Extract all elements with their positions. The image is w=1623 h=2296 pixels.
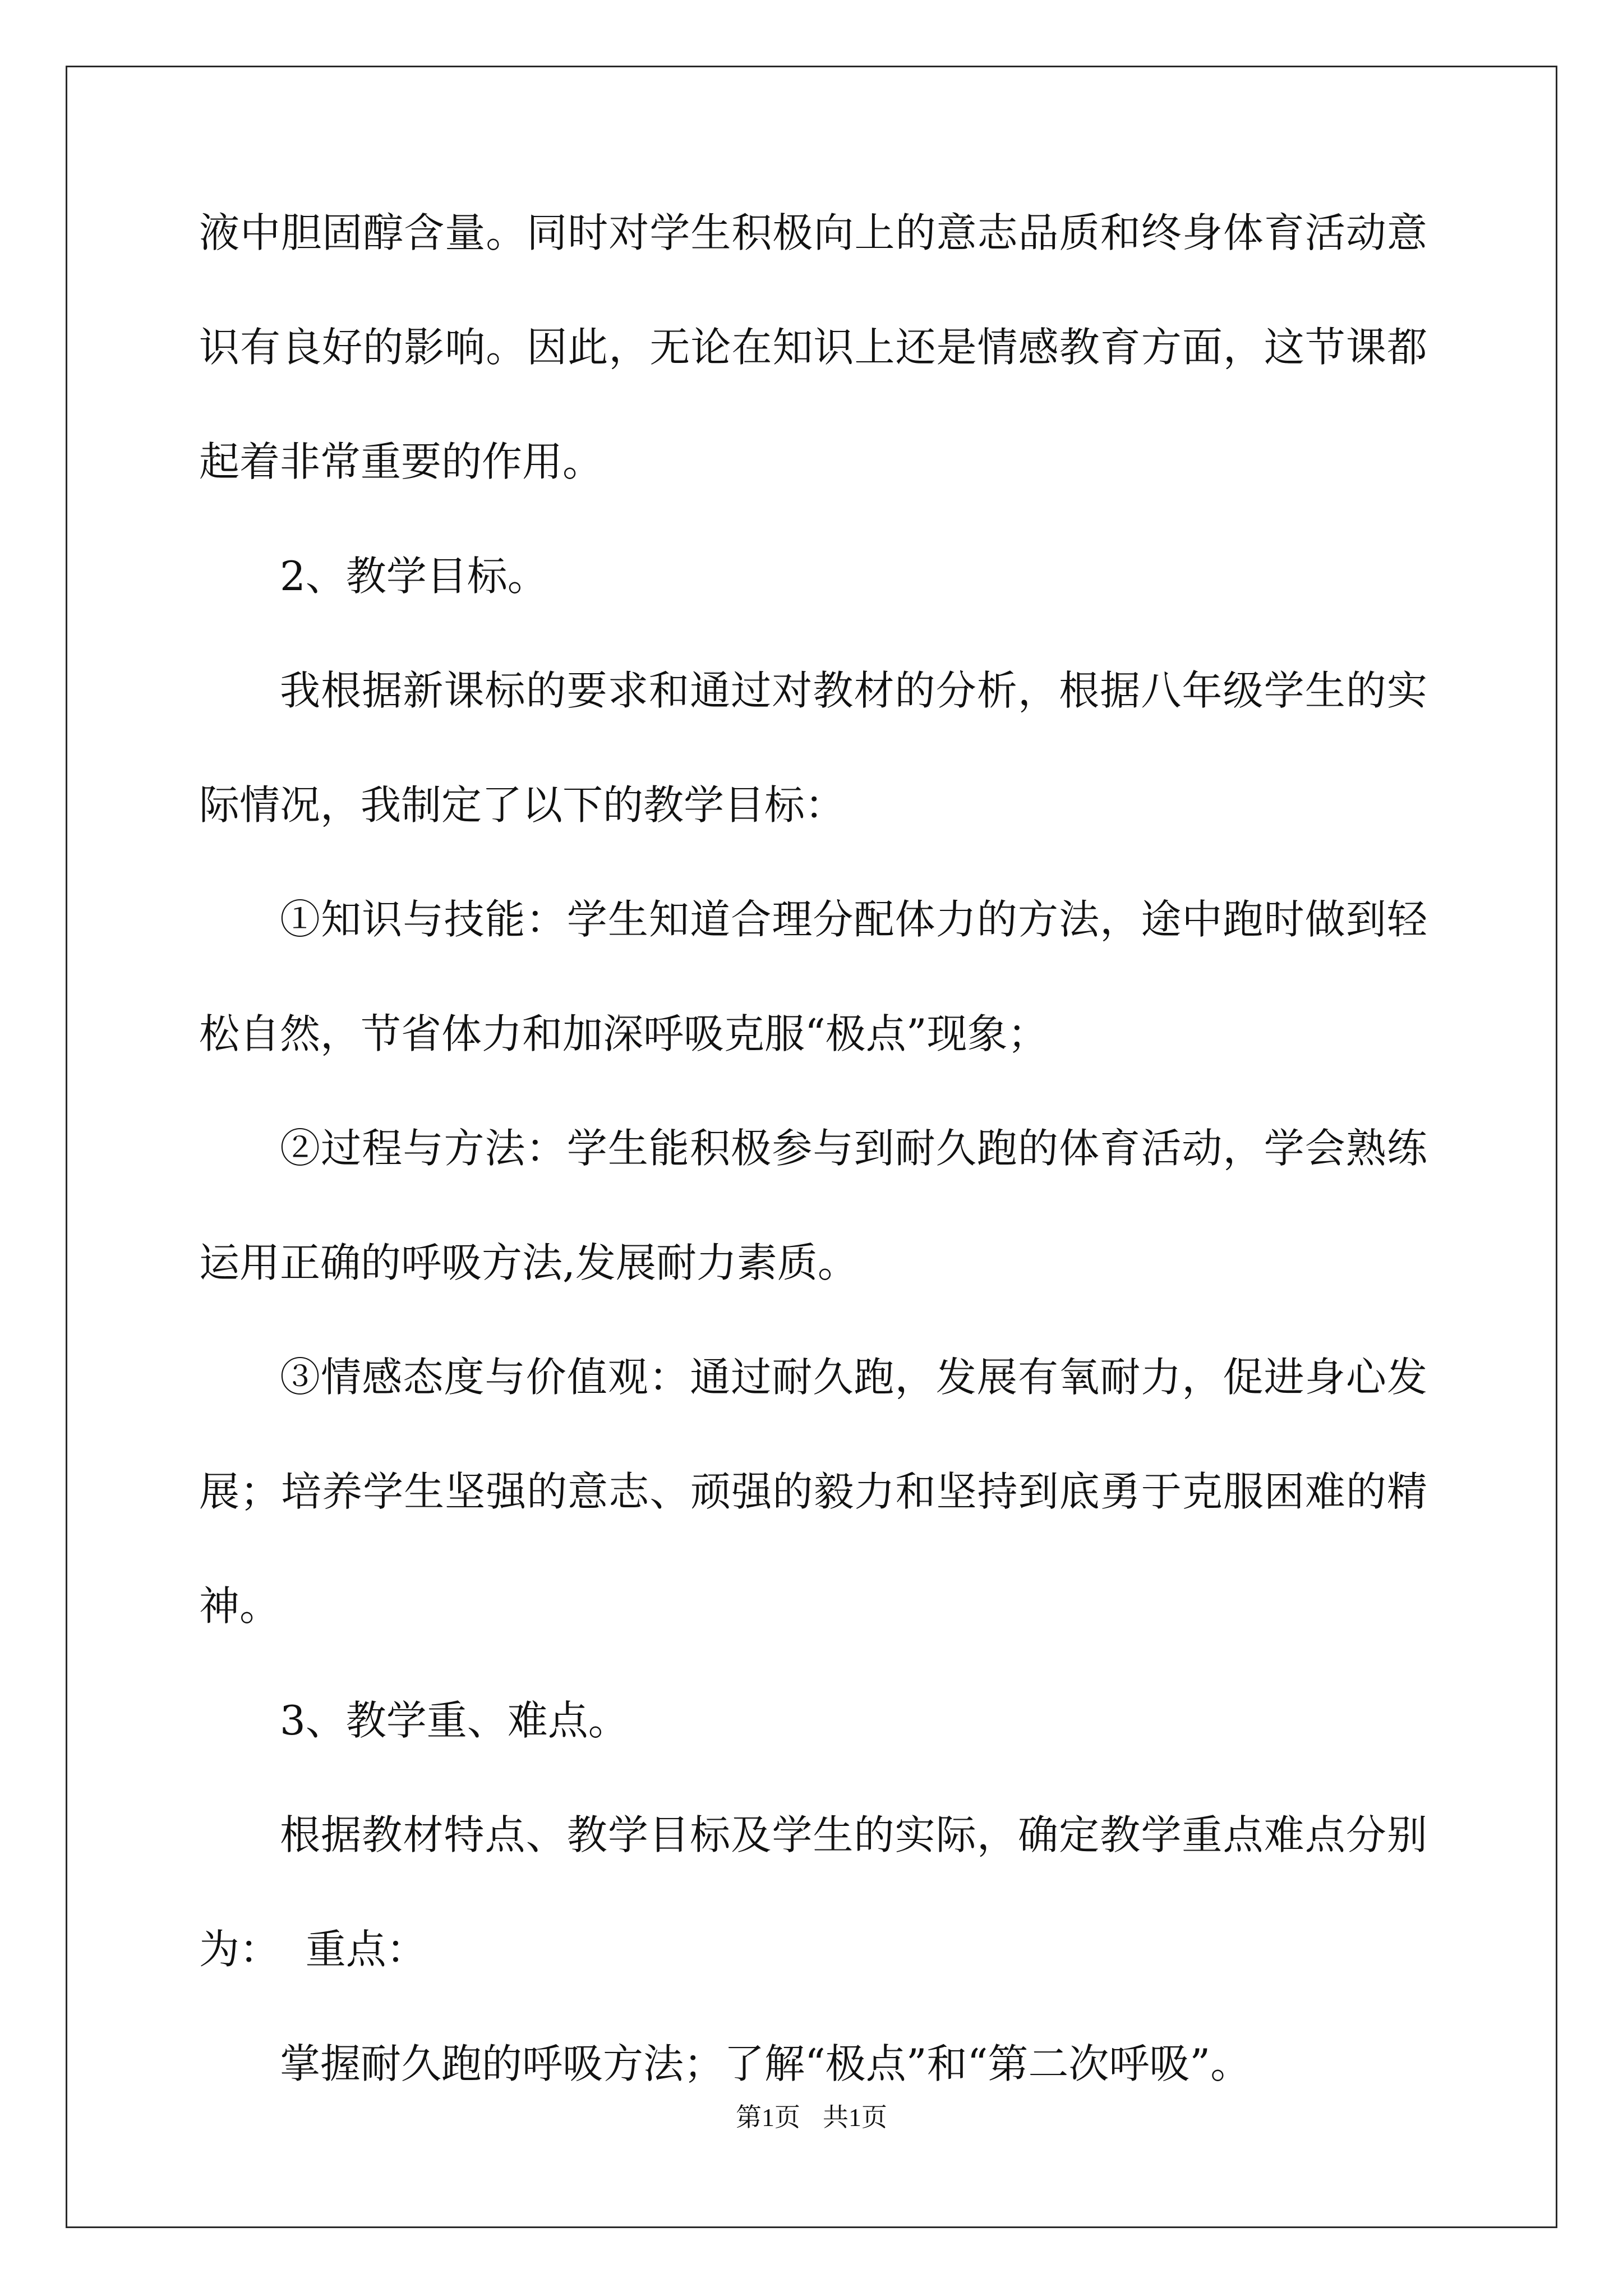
section-heading: 2、教学目标。	[280, 553, 548, 600]
paragraph-line: 运用正确的呼吸方法,发展耐力素质。	[199, 1239, 858, 1286]
paragraph-line: 起着非常重要的作用。	[199, 438, 603, 485]
paragraph-line: ①知识与技能：学生知道合理分配体力的方法，途中跑时做到轻	[280, 896, 1427, 943]
paragraph-line: 根据教材特点、教学目标及学生的实际，确定教学重点难点分别	[280, 1811, 1427, 1858]
paragraph-line: 神。	[199, 1582, 280, 1630]
paragraph-line: 掌握耐久跑的呼吸方法；了解“极点”和“第二次呼吸”。	[280, 2040, 1251, 2087]
paragraph-line: 际情况，我制定了以下的教学目标：	[199, 781, 846, 829]
page-footer	[0, 2101, 1623, 2134]
paragraph-line: 液中胆固醇含量。同时对学生积极向上的意志品质和终身体育活动意	[199, 209, 1427, 256]
paragraph-line: 展；培养学生坚强的意志、顽强的毅力和坚持到底勇于克服困难的精	[199, 1468, 1427, 1515]
page-number-total: 共1页	[823, 2103, 887, 2132]
paragraph-line: 为： 重点：	[199, 1926, 427, 1973]
paragraph-line: 我根据新课标的要求和通过对教材的分析，根据八年级学生的实	[280, 667, 1427, 714]
page-number-current: 第1页	[736, 2103, 800, 2132]
paragraph-line: 松自然，节省体力和加深呼吸克服“极点”现象；	[199, 1010, 1048, 1057]
paragraph-line: ③情感态度与价值观：通过耐久跑，发展有氧耐力，促进身心发	[280, 1354, 1427, 1401]
paragraph-line: 识有良好的影响。因此，无论在知识上还是情感教育方面，这节课都	[199, 324, 1427, 371]
section-heading: 3、教学重、难点。	[280, 1697, 629, 1744]
paragraph-line: ②过程与方法：学生能积极参与到耐久跑的体育活动，学会熟练	[280, 1125, 1427, 1172]
